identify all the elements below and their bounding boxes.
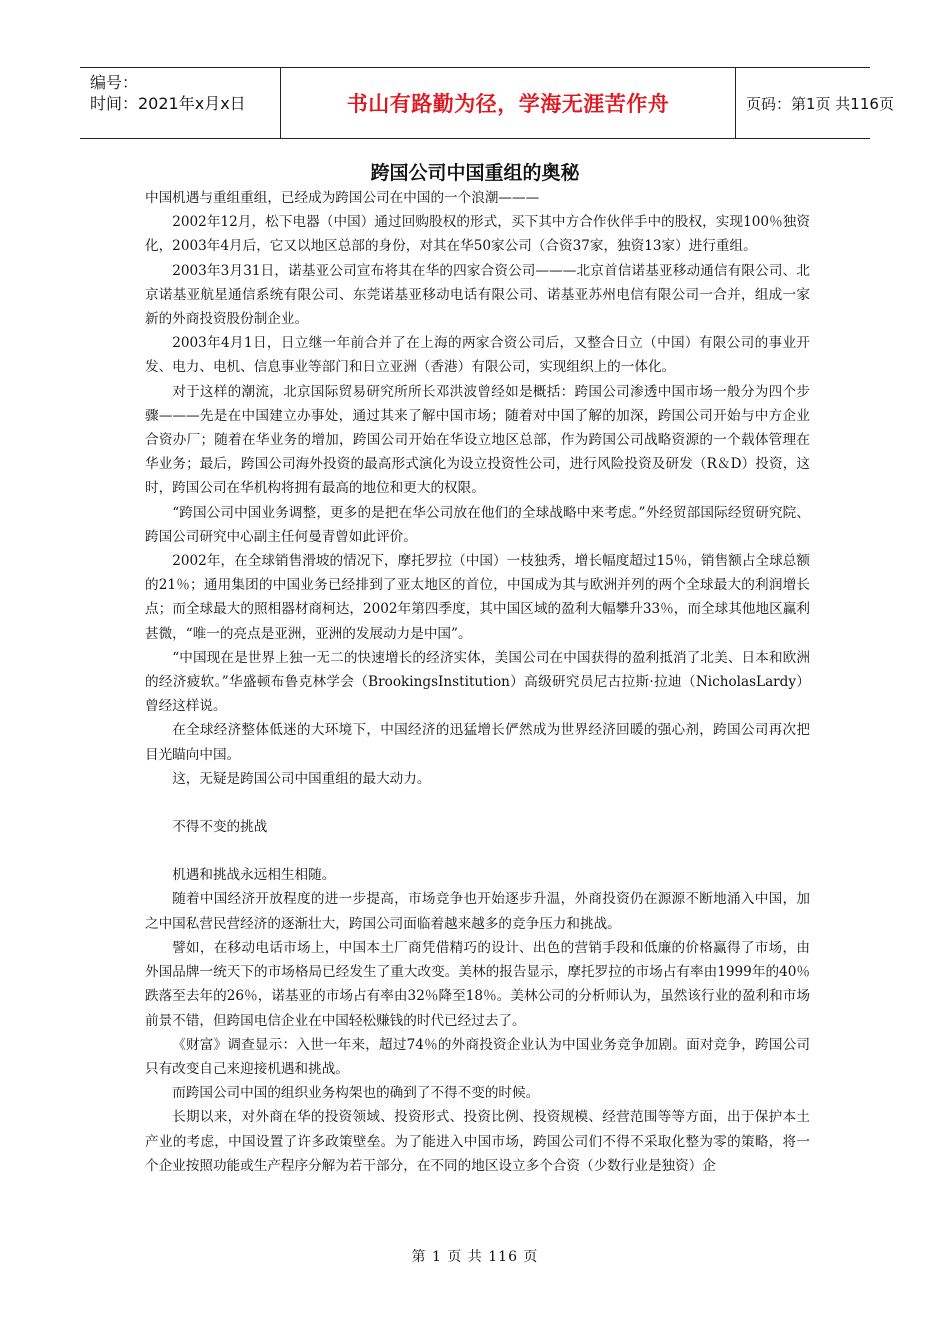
document-number-label: 编号： [90,73,139,92]
paragraph: 2002年，在全球销售滑坡的情况下，摩托罗拉（中国）一枝独秀，增长幅度超过15％，销售额占全球总额的21％；通用集团的中国业务已经排到了亚太地区的首位，中国成为其与欧洲并列的两个全球最大的利润增长点；而全球最大的照相器材商柯达，2002年第四季度，其中国区域的盈利大幅攀升33％，而全球其他地区赢利甚微，“唯一的亮点是亚洲，亚洲的发展动力是中国”。 [145,553,810,642]
paragraph: 随着中国经济开放程度的进一步提高，市场竞争也开始逐步升温，外商投资仍在源源不断地涌入中国，加之中国私营民营经济的逐渐壮大，跨国公司面临着越来越多的竞争压力和挑战。 [145,891,810,932]
paragraph: “中国现在是世界上独一无二的快速增长的经济实体，美国公司在中国获得的盈利抵消了北美、日本和欧洲的经济疲软。”华盛顿布鲁克林学会（BrookingsInstitution）高级研究员尼古拉斯·拉迪（NicholasLardy）曾经这样说。 [145,649,810,715]
document-title: 跨国公司中国重组的奥秘 [370,162,580,184]
paragraph: 《财富》调查显示：入世一年来，超过74％的外商投资企业认为中国业务竞争加剧。面对竞争，跨国公司只有改变自己来迎接机遇和挑战。 [145,1036,810,1077]
paragraph: 2002年12月，松下电器（中国）通过回购股权的形式，买下其中方合作伙伴手中的股权，实现100％独资化，2003年4月后，它又以地区总部的身份，对其在华50家公司（合资37家，独资13家）进行重组。 [145,214,810,255]
paragraph: 2003年4月1日，日立继一年前合并了在上海的两家合资公司后，又整合日立（中国）有限公司的事业开发、电力、电机、信息事业等部门和日立亚洲（香港）有限公司，实现组织上的一体化。 [145,335,810,376]
paragraph: 中国机遇与重组重组，已经成为跨国公司在中国的一个浪潮——— [145,190,540,206]
paragraph: 这，无疑是跨国公司中国重组的最大动力。 [172,770,431,787]
paragraph: 对于这样的潮流，北京国际贸易研究所所长邓洪波曾经如是概括：跨国公司渗透中国市场一般分为四个步骤———先是在中国建立办事处，通过其来了解中国市场；随着对中国了解的加深，跨国公司开始与中方企业合资办厂；随着在华业务的增加，跨国公司开始在华设立地区总部，作为跨国公司战略资源的一个载体管理在华业务；最后，跨国公司海外投资的最高形式演化为设立投资性公司，进行风险投资及研发（R＆D）投资，这时，跨国公司在华机构将拥有最高的地位和更大的权限。 [145,383,810,497]
document-time-label: 时间：2021年x月x日 [90,94,246,113]
header-info-cell [80,68,280,138]
page-footer: 第 1 页 共 116 页 [411,1249,539,1265]
paragraph: 在全球经济整体低迷的大环境下，中国经济的迅猛增长俨然成为世界经济回暖的强心剂，跨国公司再次把目光瞄向中国。 [145,722,810,763]
paragraph: 2003年3月31日，诺基亚公司宣布将其在华的四家合资公司———北京首信诺基亚移动通信有限公司、北京诺基亚航星通信系统有限公司、东莞诺基亚移动电话有限公司、诺基亚苏州电信有限公司一合并，组成一家新的外商投资股份制企业。 [145,262,810,328]
header-motto: 书山有路勤为径，学海无涯苦作舟 [346,92,670,116]
section-heading: 不得不变的挑战 [172,819,268,836]
header-page-cell [736,68,894,138]
paragraph: 譬如，在移动电话市场上，中国本土厂商凭借精巧的设计、出色的营销手段和低廉的价格赢得了市场，由外国品牌一统天下的市场格局已经发生了重大改变。美林的报告显示，摩托罗拉的市场占有率由1999年的40％跌落至去年的26％，诺基亚的市场占有率由32％降至18％。美林公司的分析师认为，虽然该行业的盈利和市场前景不错，但跨国电信企业在中国轻松赚钱的时代已经过去了。 [145,939,810,1029]
page-number-label: 页码：第1页 共116页 [746,94,894,113]
document-body [145,186,810,1178]
page-header [80,67,894,139]
paragraph: 而跨国公司中国的组织业务构架也的确到了不得不变的时候。 [172,1085,540,1102]
header-motto-cell [280,68,736,138]
paragraph: 长期以来，对外商在华的投资领域、投资形式、投资比例、投资规模、经营范围等等方面，出于保护本土产业的考虑，中国设置了许多政策壁垒。为了能进入中国市场，跨国公司们不得不采取化整为零的策略，将一个企业按照功能或生产程序分解为若干部分，在不同的地区设立多个合资（少数行业是独资）企 [145,1109,810,1174]
paragraph: 机遇和挑战永远相生相随。 [172,867,336,884]
paragraph: “跨国公司中国业务调整，更多的是把在华公司放在他们的全球战略中来考虑。”外经贸部国际经贸研究院、跨国公司研究中心副主任何曼青曾如此评价。 [145,504,810,545]
